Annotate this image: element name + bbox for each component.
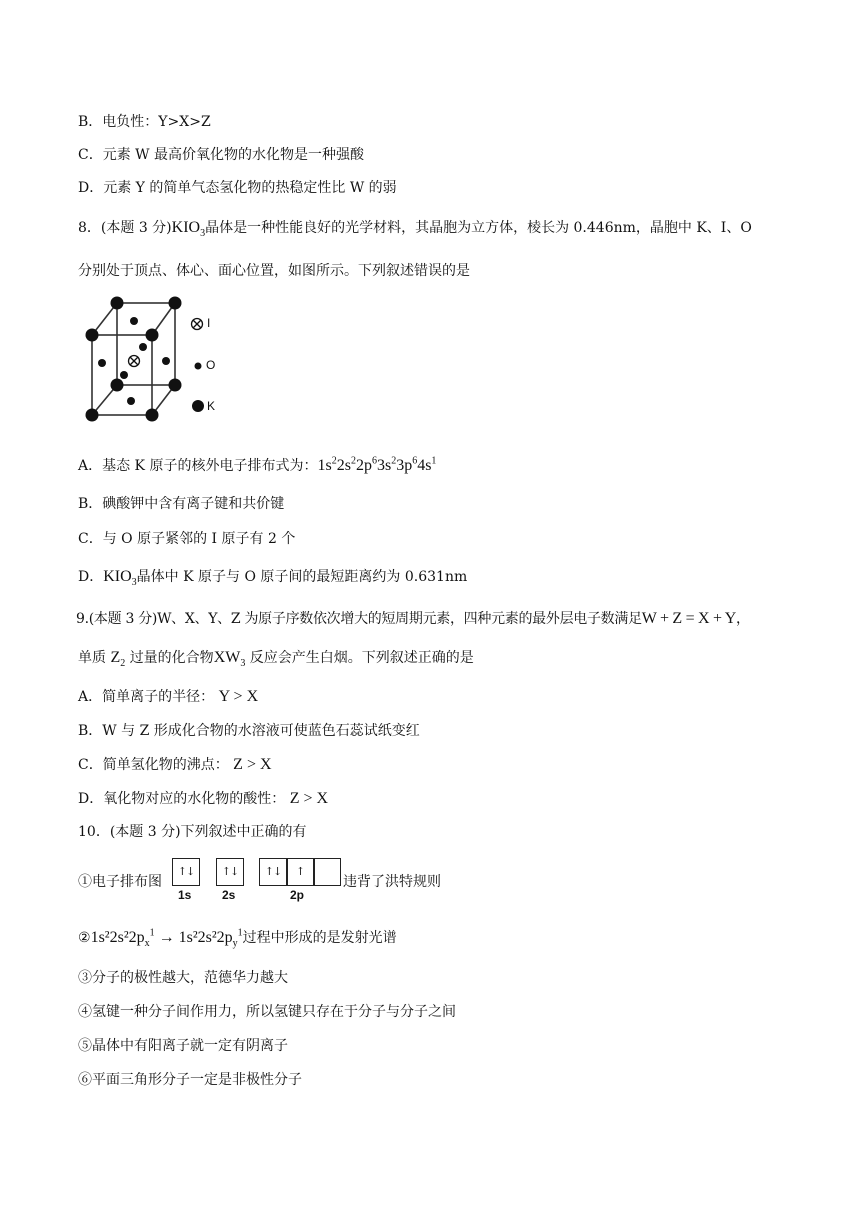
legend-k-label: K: [207, 399, 216, 413]
config-term-4: 3p: [396, 457, 413, 474]
q10-statement-1-a: ①电子排布图: [78, 874, 162, 890]
q7-option-d: D．元素 Y 的简单气态氢化物的热稳定性比 W 的弱: [78, 180, 397, 196]
k-electron-config: [317, 457, 436, 474]
orbital-label-1s: 1s: [178, 888, 192, 902]
q10-statement-4: ④氢键一种分子间作用力，所以氢键只存在于分子与分子之间: [78, 1004, 456, 1020]
config-term-0: 1s: [317, 457, 332, 474]
legend-o-label: O: [206, 358, 216, 372]
config-term-sup-0: 2: [331, 455, 337, 467]
orbital-label-2p: 2p: [290, 888, 305, 902]
q10-statement-6: ⑥平面三角形分子一定是非极性分子: [78, 1072, 302, 1088]
legend-k-icon: [191, 399, 205, 413]
q10-statement-1-b: 违背了洪特规则: [343, 874, 441, 890]
q9-option-d: D．氧化物对应的水化物的酸性： Z > X: [78, 790, 329, 807]
config-term-sup-3: 2: [391, 455, 397, 467]
legend-i-icon: [190, 317, 204, 331]
legend-i-label: I: [207, 316, 211, 330]
config-term-1: 2s: [336, 457, 351, 474]
q9-option-a: A．简单离子的半径： Y > X: [78, 688, 259, 705]
q8-option-b: B．碘酸钾中含有离子键和共价键: [78, 496, 285, 512]
config-term-sup-2: 6: [371, 455, 377, 467]
q7-option-b: B．电负性：Y>X>Z: [78, 114, 211, 130]
legend-o-icon: [193, 361, 203, 371]
q9-stem-line2: 单质 $Z_2$ 过量的化合物$XW_3$ 反应会产生白烟。下列叙述正确的是: [78, 649, 474, 670]
q10-stem: 10．(本题 3 分)下列叙述中正确的有: [78, 824, 307, 840]
orbital-1s-box: ↑↓: [172, 858, 200, 886]
q9-option-c: C．简单氢化物的沸点： Z > X: [78, 756, 272, 773]
q7-option-c: C．元素 W 最高价氧化物的水化物是一种强酸: [78, 147, 365, 163]
q8-stem-line2: 分别处于顶点、体心、面心位置，如图所示。下列叙述错误的是: [78, 263, 470, 279]
config-term-3: 3s: [376, 457, 392, 474]
q8-option-c: C．与 O 原子紧邻的 I 原子有 2 个: [78, 531, 296, 547]
q9-stem-line1: 9.(本题 3 分)W、X、Y、Z 为原子序数依次增大的短周期元素，四种元素的最外层电子数满足W + Z = X + Y，: [76, 610, 750, 627]
config-term-2: 2p: [355, 457, 372, 474]
q8-option-d: D．$KIO_3$晶体中 K 原子与 O 原子间的最短距离约为 0.631nm: [78, 568, 468, 589]
config-term-sup-4: 6: [412, 455, 418, 467]
q10-statement-3: ③分子的极性越大，范德华力越大: [78, 970, 288, 986]
config-term-sup-1: 2: [350, 455, 356, 467]
q10-statement-2: $②1s^22s^22p_x^1 \to 1s^22s^22p_y^1$过程中形成的是发射光谱: [78, 927, 397, 950]
config-term-5: 4s: [417, 457, 432, 474]
orbital-2p-box: ↑↓ ↑: [259, 858, 341, 886]
q8-stem-line1: 8．(本题 3 分)$KIO_3$晶体是一种性能良好的光学材料，其晶胞为立方体，棱长为 0.446nm，晶胞中 K、I、O: [78, 219, 752, 240]
q10-statement-5: ⑤晶体中有阳离子就一定有阴离子: [78, 1038, 288, 1054]
config-term-sup-5: 1: [431, 455, 437, 467]
orbital-label-2s: 2s: [222, 888, 236, 902]
orbital-2s-box: ↑↓: [216, 858, 244, 886]
q9-option-b: B．W 与 Z 形成化合物的水溶液可使蓝色石蕊试纸变红: [78, 723, 420, 739]
q8-option-a: A．基态 K 原子的核外电子排布式为：$1s^22s^22p^63s^23p^64s^1$: [78, 455, 437, 474]
